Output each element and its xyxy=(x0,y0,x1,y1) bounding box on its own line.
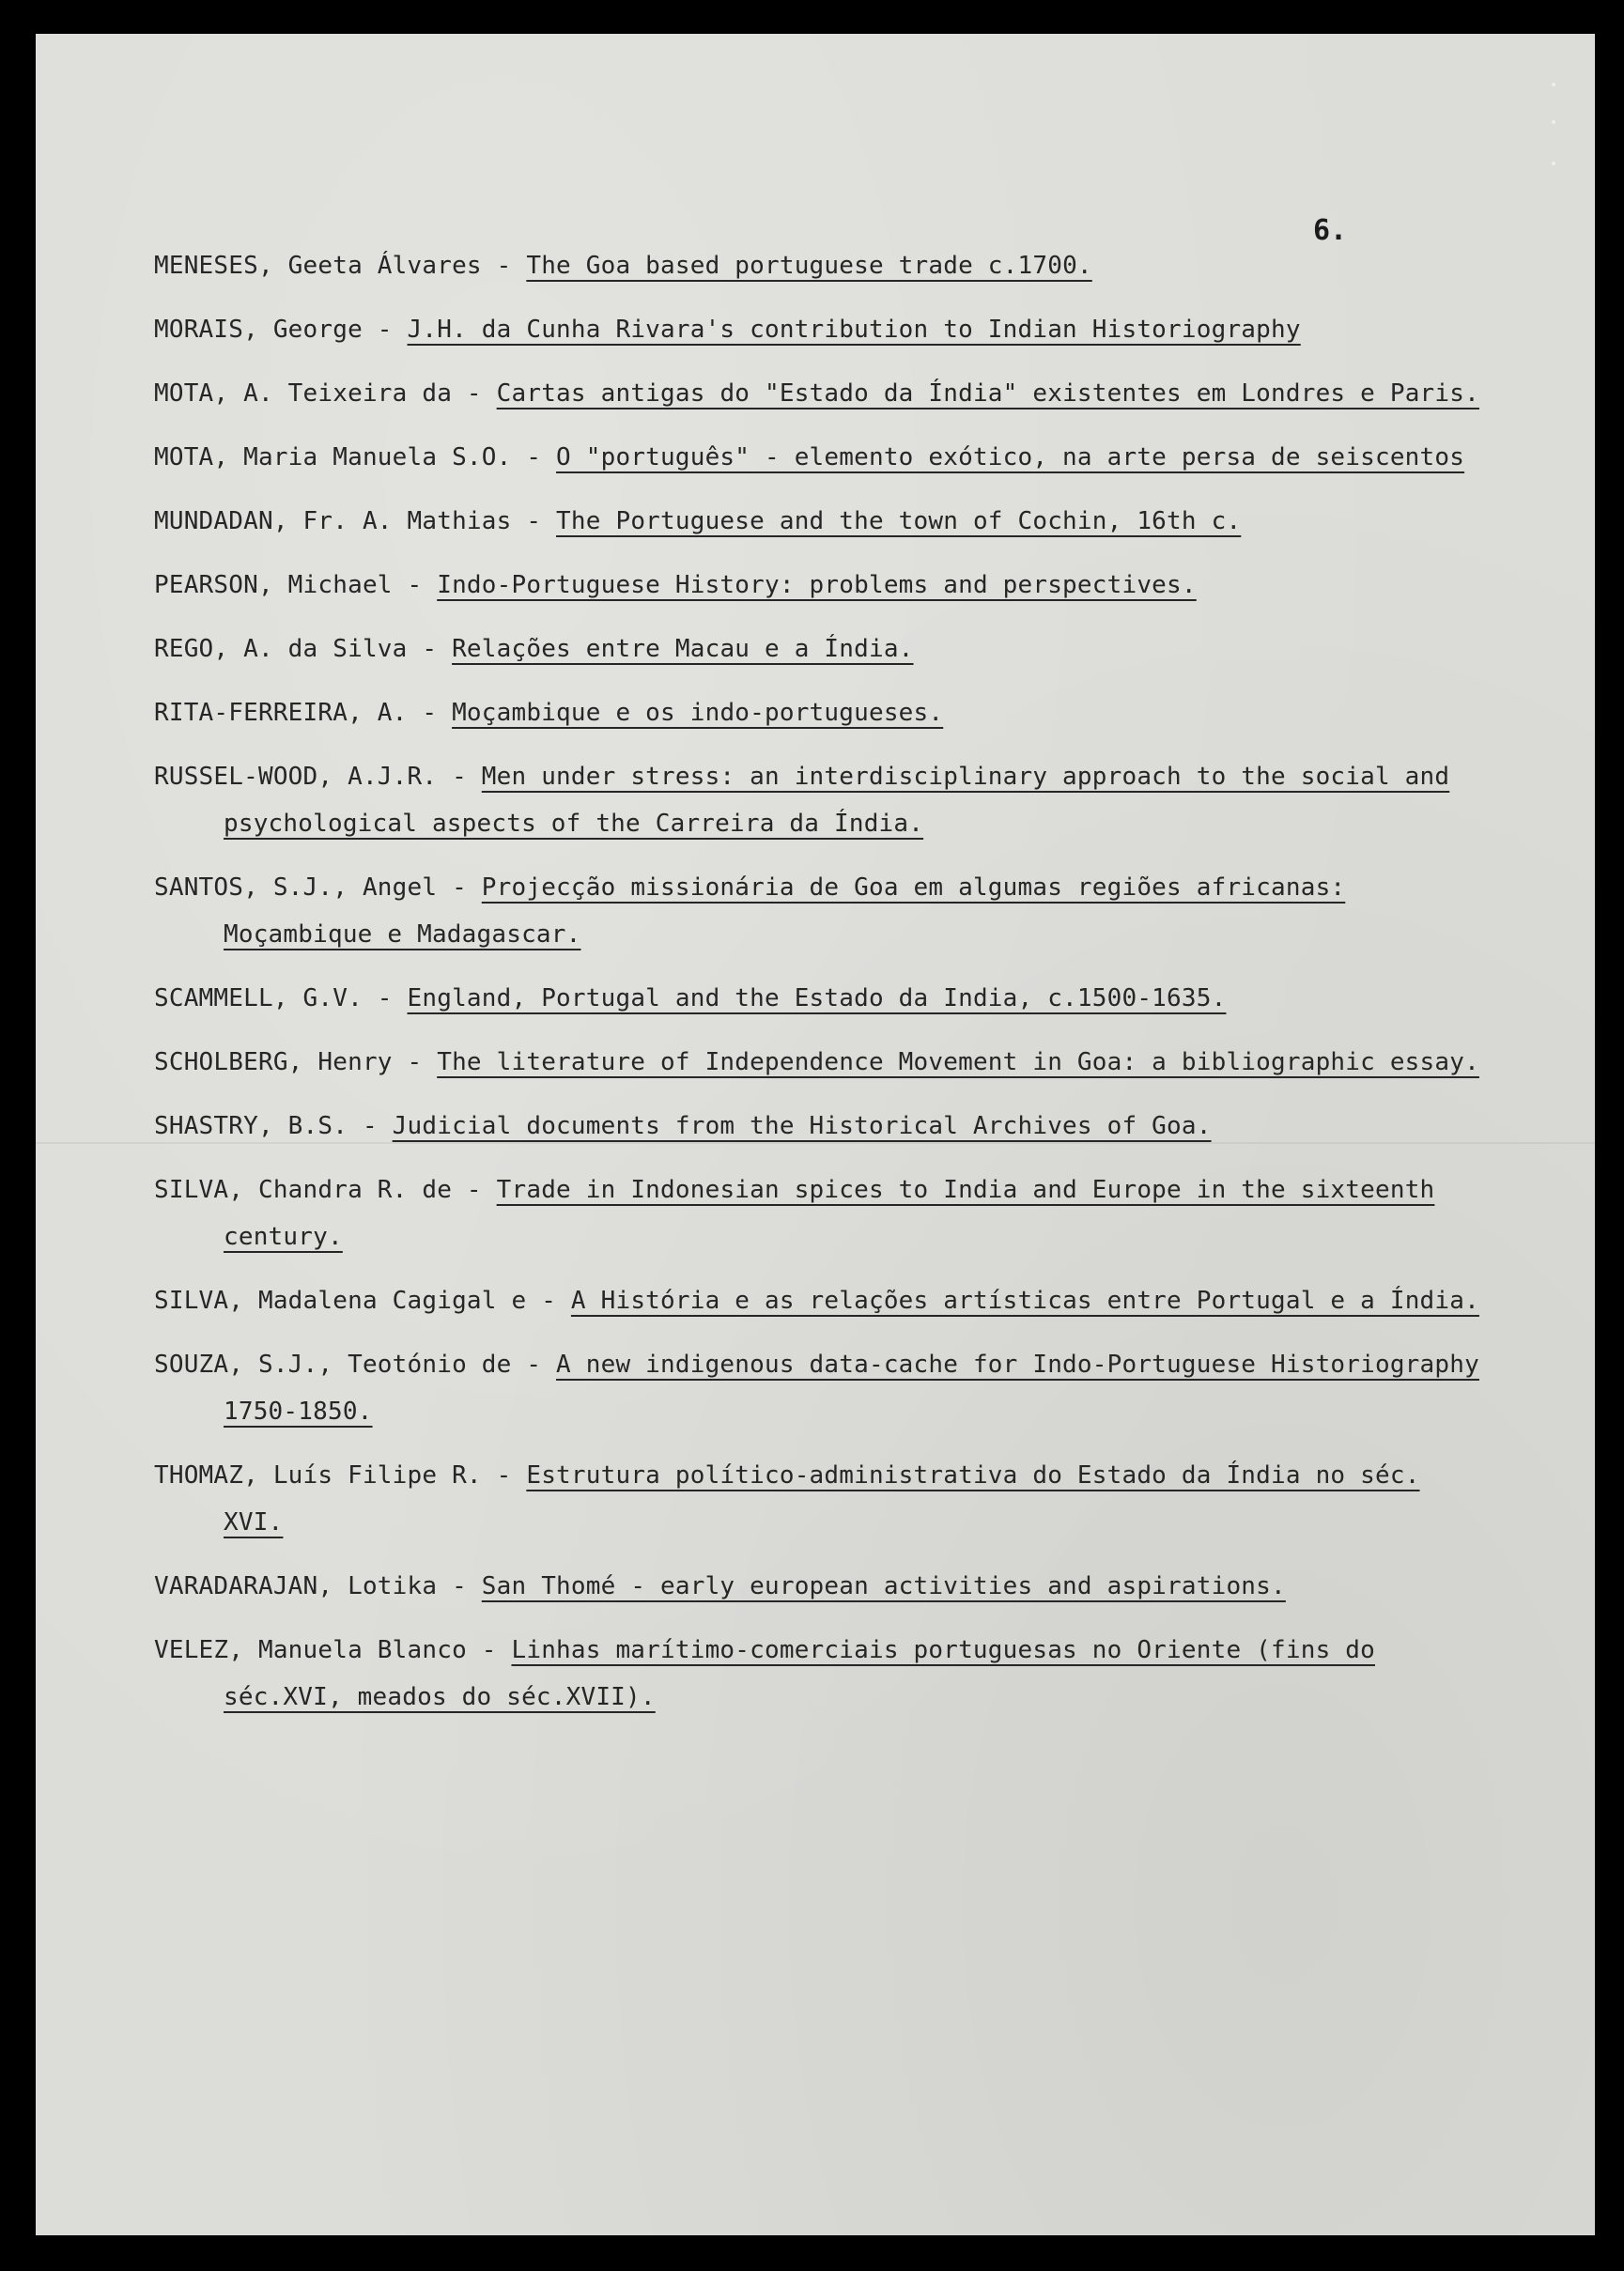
entry-title: The literature of Independence Movement in Goa: a bibliographic essay. xyxy=(437,1048,1479,1076)
list-item xyxy=(154,864,1488,958)
entry-author: VELEZ, Manuela Blanco xyxy=(154,1636,467,1664)
entry-author: SCAMMELL, G.V. xyxy=(154,984,363,1012)
entry-title: The Goa based portuguese trade c.1700. xyxy=(526,252,1092,280)
entry-title: Indo-Portuguese History: problems and perspectives. xyxy=(437,571,1197,599)
entry-separator: - xyxy=(452,379,497,408)
document-page xyxy=(36,34,1595,2235)
entry-separator: - xyxy=(362,316,408,344)
entry-title: Judicial documents from the Historical Archives of Goa. xyxy=(392,1112,1212,1140)
entry-separator: - xyxy=(437,1572,482,1600)
entry-author: SILVA, Chandra R. de xyxy=(154,1176,453,1204)
entry-title: A new indigenous data-cache for Indo-Portuguese Historiography 1750-1850. xyxy=(224,1351,1479,1426)
list-item xyxy=(154,1452,1488,1546)
entry-title: San Thomé - early european activities and aspirations. xyxy=(481,1572,1286,1600)
entry-title: Linhas marítimo-comerciais portuguesas no Oriente (fins do séc.XVI, meados do séc.XVII). xyxy=(224,1636,1375,1711)
list-item xyxy=(154,1563,1488,1610)
entry-author: RUSSEL-WOOD, A.J.R. xyxy=(154,763,438,791)
entry-separator: - xyxy=(511,1351,557,1379)
entry-separator: - xyxy=(511,507,557,535)
entry-author: PEARSON, Michael xyxy=(154,571,393,599)
entry-title: Moçambique e os indo-portugueses. xyxy=(452,699,944,727)
entry-separator: - xyxy=(437,763,482,791)
list-item xyxy=(154,562,1488,609)
list-item xyxy=(154,1627,1488,1721)
entry-title: England, Portugal and the Estado da India, c.1500-1635. xyxy=(407,984,1227,1012)
entry-title: Projecção missionária de Goa em algumas regiões africanas: Moçambique e Madagascar. xyxy=(224,873,1346,949)
entry-author: THOMAZ, Luís Filipe R. xyxy=(154,1461,482,1490)
entry-author: SANTOS, S.J., Angel xyxy=(154,873,438,902)
list-item xyxy=(154,626,1488,672)
list-item xyxy=(154,1277,1488,1324)
list-item xyxy=(154,370,1488,417)
entry-author: MOTA, A. Teixeira da xyxy=(154,379,453,408)
entry-author: SILVA, Madalena Cagigal e xyxy=(154,1287,527,1315)
list-item xyxy=(154,498,1488,545)
entry-author: RITA-FERREIRA, A. xyxy=(154,699,408,727)
entry-title: Estrutura político-administrativa do Estado da Índia no séc. XVI. xyxy=(224,1461,1420,1537)
entry-author: SOUZA, S.J., Teotónio de xyxy=(154,1351,512,1379)
entry-separator: - xyxy=(452,1176,497,1204)
entry-title: Men under stress: an interdisciplinary approach to the social and psychological aspects of the Carreira da Índia. xyxy=(224,763,1450,838)
entry-separator: - xyxy=(466,1636,512,1664)
list-item xyxy=(154,689,1488,736)
entry-title: O "português" - elemento exótico, na arte persa de seiscentos xyxy=(556,443,1465,471)
entry-title: A História e as relações artísticas entre Portugal e a Índia. xyxy=(570,1287,1479,1315)
entry-author: VARADARAJAN, Lotika xyxy=(154,1572,438,1600)
list-item xyxy=(154,753,1488,847)
list-item xyxy=(154,306,1488,353)
edge-mark xyxy=(1552,120,1555,124)
entry-separator: - xyxy=(392,1048,438,1076)
entry-title: Cartas antigas do "Estado da Índia" existentes em Londres e Paris. xyxy=(496,379,1479,408)
entry-separator: - xyxy=(481,1461,527,1490)
list-item xyxy=(154,1341,1488,1435)
entry-title: Trade in Indonesian spices to India and Europe in the sixteenth century. xyxy=(224,1176,1435,1251)
entry-separator: - xyxy=(407,699,453,727)
entry-author: MOTA, Maria Manuela S.O. xyxy=(154,443,512,471)
entry-author: MORAIS, George xyxy=(154,316,363,344)
list-item xyxy=(154,1166,1488,1260)
entry-author: SHASTRY, B.S. xyxy=(154,1112,348,1140)
list-item xyxy=(154,434,1488,481)
list-item xyxy=(154,975,1488,1022)
entry-separator: - xyxy=(362,984,408,1012)
entry-author: SCHOLBERG, Henry xyxy=(154,1048,393,1076)
entry-separator: - xyxy=(437,873,482,902)
entry-separator: - xyxy=(511,443,557,471)
entry-separator: - xyxy=(526,1287,571,1315)
entry-title: The Portuguese and the town of Cochin, 16th c. xyxy=(556,507,1242,535)
entry-author: REGO, A. da Silva xyxy=(154,635,408,663)
entry-title: Relações entre Macau e a Índia. xyxy=(452,635,914,663)
page-number: 6. xyxy=(1313,214,1348,247)
bibliography-list xyxy=(154,242,1488,1738)
list-item xyxy=(154,1039,1488,1086)
list-item xyxy=(154,242,1488,289)
edge-mark xyxy=(1552,83,1555,86)
entry-author: MENESES, Geeta Álvares xyxy=(154,252,482,280)
entry-separator: - xyxy=(481,252,527,280)
edge-mark xyxy=(1552,162,1555,165)
entry-separator: - xyxy=(407,635,453,663)
entry-separator: - xyxy=(348,1112,393,1140)
entry-separator: - xyxy=(392,571,438,599)
list-item xyxy=(154,1103,1488,1150)
entry-title: J.H. da Cunha Rivara's contribution to Indian Historiography xyxy=(407,316,1301,344)
entry-author: MUNDADAN, Fr. A. Mathias xyxy=(154,507,512,535)
